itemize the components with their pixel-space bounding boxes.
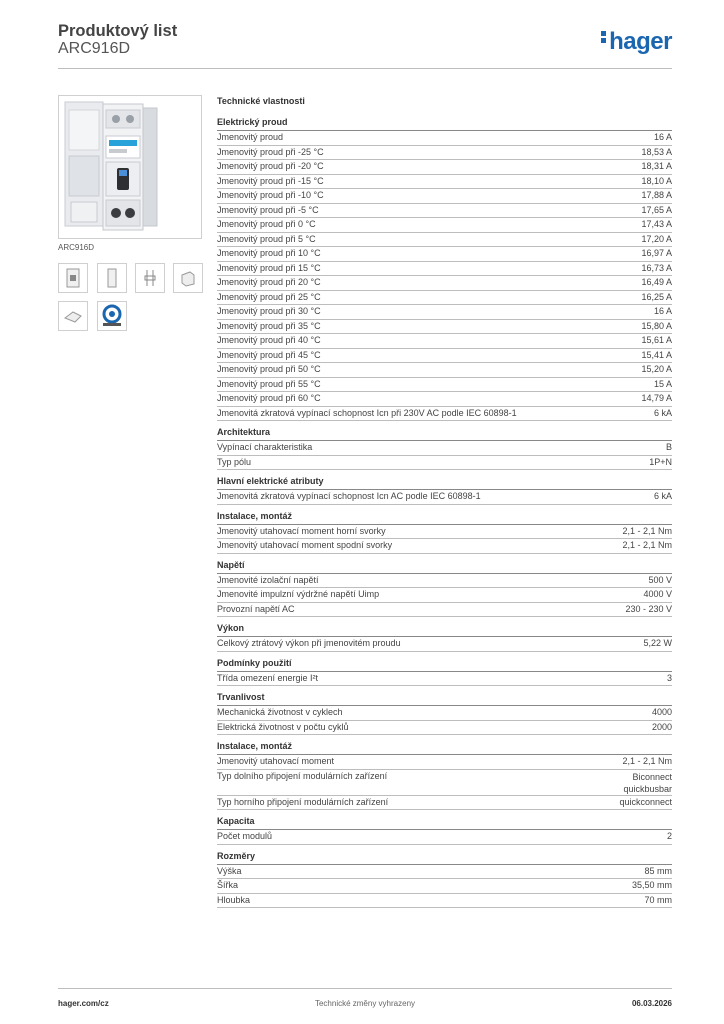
spec-value: 16,25 A	[641, 291, 672, 302]
spec-value: 2	[666, 831, 672, 841]
spec-label: Vypínací charakteristika	[217, 442, 313, 452]
spec-row	[217, 755, 672, 770]
quickconnect-logo-icon	[100, 304, 124, 328]
spec-label: Jmenovitá zkratová vypínací schopnost Icn při 230V AC podle IEC 60898-1	[217, 407, 517, 418]
spec-label: Jmenovitý proud při -20 °C	[217, 161, 324, 171]
spec-label: Třída omezení energie I²t	[217, 672, 319, 683]
spec-label: Jmenovitý proud při 30 °C	[217, 306, 321, 316]
spec-label: Jmenovité izolační napětí	[217, 574, 319, 585]
wiring-diagram-icon	[142, 268, 158, 288]
thumbnail-accessory[interactable]	[58, 301, 88, 331]
spec-value: 18,31 A	[641, 161, 672, 171]
spec-row	[217, 706, 672, 721]
product-caption: ARC916D	[58, 243, 95, 252]
spec-row	[217, 276, 672, 291]
spec-value: 15 A	[653, 378, 672, 389]
section-title: Rozměry	[217, 850, 672, 865]
footer-website[interactable]: hager.com/cz	[58, 999, 109, 1008]
spec-section	[217, 475, 672, 505]
spec-value: 2,1 - 2,1 Nm	[622, 525, 672, 536]
spec-row	[217, 588, 672, 603]
spec-section	[217, 622, 672, 652]
spec-label: Jmenovitý proud při 50 °C	[217, 364, 321, 374]
spec-row	[217, 334, 672, 349]
section-title: Kapacita	[217, 815, 672, 830]
spec-value: 15,20 A	[641, 364, 672, 374]
spec-label: Typ dolního připojení modulárních zařízení	[217, 770, 388, 781]
product-image[interactable]	[58, 95, 202, 239]
spec-row	[217, 865, 672, 880]
spec-value: 2,1 - 2,1 Nm	[622, 540, 672, 550]
spec-row	[217, 233, 672, 248]
spec-label: Celkový ztrátový výkon při jmenovitém proudu	[217, 638, 401, 648]
spec-value: 70 mm	[644, 894, 672, 905]
spec-value: 6 kA	[653, 407, 672, 418]
spec-label: Typ pólu	[217, 456, 252, 467]
spec-section	[217, 116, 672, 421]
spec-label: Jmenovitý proud při 35 °C	[217, 320, 321, 331]
spec-value: 35,50 mm	[631, 880, 672, 890]
spec-value: 230 - 230 V	[625, 603, 672, 614]
spec-value: 17,20 A	[641, 233, 672, 244]
spec-row	[217, 392, 672, 407]
section-title: Elektrický proud	[217, 116, 672, 131]
spec-label: Mechanická životnost v cyklech	[217, 707, 343, 717]
spec-label: Jmenovitý proud při 55 °C	[217, 378, 321, 389]
spec-section	[217, 559, 672, 618]
device-side-icon	[106, 268, 118, 288]
spec-value: 500 V	[648, 574, 672, 585]
spec-label: Elektrická životnost v počtu cyklů	[217, 721, 349, 732]
spec-row	[217, 407, 672, 422]
device-front-icon	[66, 268, 80, 288]
spec-sections	[217, 116, 672, 908]
document-title: Produktový list	[58, 22, 178, 40]
section-title: Instalace, montáž	[217, 510, 672, 525]
spec-value: 3	[666, 672, 672, 683]
spec-value: 15,61 A	[641, 335, 672, 345]
spec-label: Jmenovitý utahovací moment	[217, 756, 335, 766]
spec-label: Jmenovitý proud při 60 °C	[217, 393, 321, 403]
logo-text: hager	[609, 28, 672, 55]
spec-section	[217, 691, 672, 735]
device-3d-icon	[179, 269, 197, 287]
spec-row	[217, 131, 672, 146]
spec-row	[217, 247, 672, 262]
spec-row	[217, 262, 672, 277]
spec-label: Jmenovitý proud při 45 °C	[217, 349, 321, 360]
spec-row	[217, 796, 672, 811]
section-title: Napětí	[217, 559, 672, 574]
spec-value: 2,1 - 2,1 Nm	[622, 756, 672, 766]
footer-disclaimer: Technické změny vyhrazeny	[314, 999, 416, 1008]
thumbnail-3d[interactable]	[173, 263, 203, 293]
spec-label: Jmenovitý proud při 20 °C	[217, 277, 321, 287]
spec-section	[217, 740, 672, 810]
spec-label: Jmenovitý proud při 0 °C	[217, 219, 316, 229]
spec-value: 17,43 A	[641, 219, 672, 229]
spec-label: Jmenovitý proud při -5 °C	[217, 204, 319, 215]
thumbnail-diagram[interactable]	[135, 263, 165, 293]
spec-label: Jmenovitý proud při 5 °C	[217, 233, 316, 244]
spec-row	[217, 378, 672, 393]
spec-value: 15,41 A	[641, 349, 672, 360]
spec-row	[217, 490, 672, 505]
spec-label: Jmenovitá zkratová vypínací schopnost Icn AC podle IEC 60898-1	[217, 491, 481, 501]
spec-value: 14,79 A	[641, 393, 672, 403]
spec-value: B	[665, 442, 672, 452]
spec-row	[217, 305, 672, 320]
circuit-breaker-image	[59, 96, 201, 238]
section-title: Trvanlivost	[217, 691, 672, 706]
accessory-icon	[63, 308, 83, 324]
spec-row	[217, 189, 672, 204]
spec-row	[217, 879, 672, 894]
spec-section	[217, 657, 672, 687]
thumbnail-quickconnect[interactable]	[97, 301, 127, 331]
spec-value: 16,97 A	[641, 248, 672, 258]
spec-value: 15,80 A	[641, 320, 672, 331]
spec-value: 1P+N	[649, 456, 672, 467]
spec-row	[217, 672, 672, 687]
spec-value: 2000	[651, 721, 672, 732]
spec-value: 16 A	[653, 306, 672, 316]
spec-row	[217, 830, 672, 845]
spec-label: Provozní napětí AC	[217, 603, 295, 614]
spec-row	[217, 894, 672, 909]
spec-row	[217, 204, 672, 219]
spec-section	[217, 850, 672, 909]
spec-label: Jmenovitý utahovací moment horní svorky	[217, 525, 386, 536]
section-title: Výkon	[217, 622, 672, 637]
spec-row	[217, 574, 672, 589]
spec-row	[217, 721, 672, 736]
technical-specs	[217, 95, 672, 908]
spec-value: 16 A	[653, 132, 672, 142]
spec-label: Typ horního připojení modulárních zařízení	[217, 796, 389, 807]
spec-row	[217, 320, 672, 335]
spec-section	[217, 815, 672, 845]
spec-row	[217, 349, 672, 364]
spec-label: Jmenovitý proud při -10 °C	[217, 190, 324, 200]
spec-label: Jmenovitý utahovací moment spodní svorky	[217, 540, 393, 550]
spec-value: 4000	[651, 707, 672, 717]
hager-logo[interactable]	[601, 28, 672, 56]
spec-row	[217, 291, 672, 306]
spec-value: 17,65 A	[641, 204, 672, 215]
spec-label: Šířka	[217, 880, 239, 890]
spec-label: Jmenovitý proud při 40 °C	[217, 335, 321, 345]
spec-row	[217, 175, 672, 190]
thumbnail-side[interactable]	[97, 263, 127, 293]
spec-value: 18,53 A	[641, 146, 672, 157]
spec-value: 5,22 W	[643, 638, 672, 648]
page-header	[58, 20, 672, 69]
spec-value: 4000 V	[643, 589, 672, 599]
spec-row	[217, 525, 672, 540]
spec-label: Jmenovité impulzní výdržné napětí Uimp	[217, 589, 380, 599]
spec-row	[217, 637, 672, 652]
spec-value: Biconnect quickbusbar	[623, 771, 672, 794]
section-title: Instalace, montáž	[217, 740, 672, 755]
spec-row	[217, 363, 672, 378]
spec-label: Jmenovitý proud	[217, 132, 284, 142]
logo-dots-icon	[601, 29, 607, 45]
spec-row	[217, 441, 672, 456]
specs-title: Technické vlastnosti	[217, 96, 305, 106]
spec-label: Počet modulů	[217, 831, 273, 841]
spec-label: Jmenovitý proud při 25 °C	[217, 291, 321, 302]
spec-label: Jmenovitý proud při -15 °C	[217, 175, 324, 186]
spec-label: Výška	[217, 865, 242, 876]
spec-row	[217, 770, 672, 796]
spec-value: 16,49 A	[641, 277, 672, 287]
spec-section	[217, 510, 672, 554]
spec-row	[217, 218, 672, 233]
spec-label: Jmenovitý proud při 10 °C	[217, 248, 321, 258]
spec-row	[217, 456, 672, 471]
section-title: Hlavní elektrické atributy	[217, 475, 672, 490]
page-footer	[58, 988, 672, 1015]
section-title: Podmínky použití	[217, 657, 672, 672]
spec-section	[217, 426, 672, 470]
spec-value: 85 mm	[644, 865, 672, 876]
spec-row	[217, 146, 672, 161]
product-code: ARC916D	[58, 40, 131, 57]
spec-value: 18,10 A	[641, 175, 672, 186]
spec-row	[217, 603, 672, 618]
spec-row	[217, 160, 672, 175]
footer-date: 06.03.2026	[631, 999, 672, 1008]
spec-value: quickconnect	[619, 796, 672, 807]
spec-value: 16,73 A	[641, 262, 672, 273]
spec-label: Jmenovitý proud při 15 °C	[217, 262, 321, 273]
spec-value: 17,88 A	[641, 190, 672, 200]
spec-label: Hloubka	[217, 894, 251, 905]
section-title: Architektura	[217, 426, 672, 441]
spec-row	[217, 539, 672, 554]
spec-value: 6 kA	[653, 491, 672, 501]
spec-label: Jmenovitý proud při -25 °C	[217, 146, 324, 157]
thumbnail-front[interactable]	[58, 263, 88, 293]
